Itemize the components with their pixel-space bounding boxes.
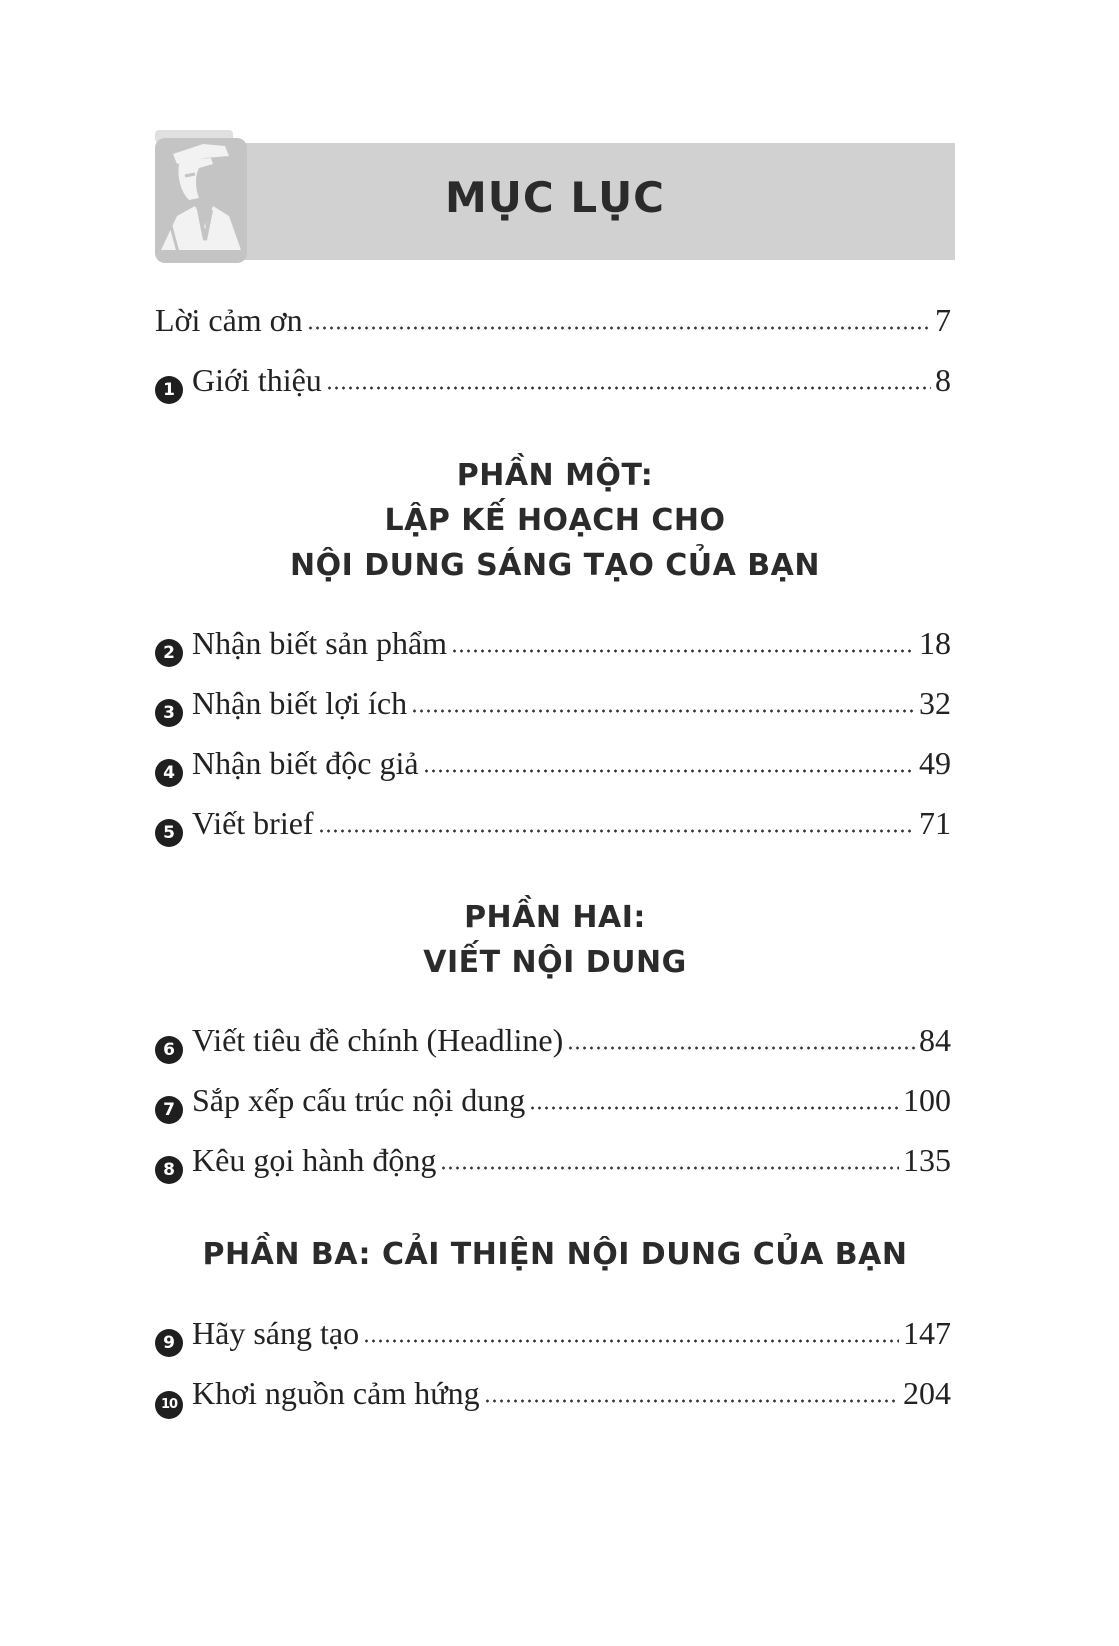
part-two-label: PHẦN HAI: [464,900,646,935]
dot-leader [484,1398,899,1404]
toc-entry-chapter-10[interactable] [155,1371,951,1415]
toc-entry-title: Lời cảm ơn [155,302,303,338]
dot-leader [307,325,931,331]
part-one-label: PHẦN MỘT: [456,458,654,493]
part-three-title: PHẦN BA: CẢI THIỆN NỘI DUNG CỦA BẠN [202,1237,908,1272]
dot-leader [363,1338,899,1344]
toc-page-number: 71 [919,805,951,841]
toc-entry-chapter-2[interactable] [155,621,951,665]
toc-entry-chapter-1[interactable] [155,358,951,402]
toc-page-number: 7 [935,302,951,338]
toc-entry-title: Viết tiêu đề chính (Headline) [192,1022,564,1058]
dot-leader [529,1105,899,1111]
part-one-title-line-2: NỘI DUNG SÁNG TẠO CỦA BẠN [289,548,820,583]
toc-page-number: 32 [919,685,951,721]
toc-entry-title: Giới thiệu [192,362,322,398]
toc-page-number: 135 [903,1142,951,1178]
dot-leader [411,708,915,714]
toc-page-number: 204 [903,1375,951,1411]
chapter-number-badge: 4 [155,759,183,787]
toc-entry-title: Khơi nguồn cảm hứng [192,1375,480,1411]
toc-entry-title: Viết brief [192,805,314,841]
part-two-title: VIẾT NỘI DUNG [423,945,687,980]
toc-entry-acknowledgements[interactable] [155,298,951,342]
toc-page-number: 18 [919,625,951,661]
toc-entry-chapter-6[interactable] [155,1018,951,1062]
toc-header-banner [155,143,955,260]
dot-leader [567,1045,915,1051]
chapter-number-badge: 10 [155,1391,183,1419]
toc-entry-title: Nhận biết lợi ích [192,685,408,721]
toc-entry-title: Nhận biết độc giả [192,745,419,781]
toc-page-number: 49 [919,745,951,781]
chapter-number-badge: 1 [155,376,183,404]
part-one-title-line-1: LẬP KẾ HOẠCH CHO [384,503,726,538]
toc-entry-chapter-4[interactable] [155,741,951,785]
toc-entry-title: Nhận biết sản phẩm [192,625,448,661]
chapter-number-badge: 2 [155,639,183,667]
chapter-number-badge: 7 [155,1096,183,1124]
toc-entry-chapter-3[interactable] [155,681,951,725]
chapter-number-badge: 5 [155,819,183,847]
toc-entry-chapter-9[interactable] [155,1311,951,1355]
dot-leader [318,828,915,834]
chapter-number-badge: 3 [155,699,183,727]
dot-leader [423,768,915,774]
toc-page-number: 84 [919,1022,951,1058]
chapter-number-badge: 8 [155,1156,183,1184]
dot-leader [440,1165,899,1171]
dot-leader [326,385,931,391]
toc-entry-title: Sắp xếp cấu trúc nội dung [192,1082,526,1118]
toc-entry-chapter-7[interactable] [155,1078,951,1122]
chapter-number-badge: 6 [155,1036,183,1064]
toc-title: MỤC LỤC [444,173,666,222]
toc-entry-title: Hãy sáng tạo [192,1315,360,1351]
dot-leader [451,648,915,654]
toc-page-number: 8 [935,362,951,398]
toc-page-number: 147 [903,1315,951,1351]
toc-entry-chapter-5[interactable] [155,801,951,845]
toc-page-number: 100 [903,1082,951,1118]
toc-entry-chapter-8[interactable] [155,1138,951,1182]
chapter-number-badge: 9 [155,1329,183,1357]
toc-entry-title: Kêu gọi hành động [192,1142,437,1178]
